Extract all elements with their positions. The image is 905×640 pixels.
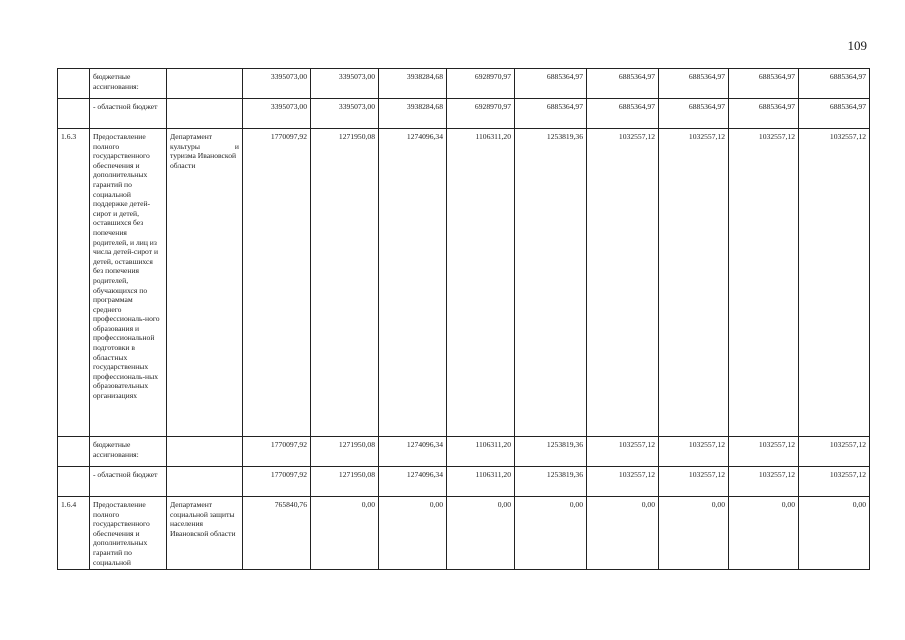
value-cell: 6885364,97 (515, 99, 587, 129)
value-cell: 1032557,12 (729, 467, 799, 497)
value-cell: 6928970,97 (447, 99, 515, 129)
row-executor (167, 99, 243, 129)
value-cell: 1253819,36 (515, 129, 587, 437)
table-row (58, 99, 870, 129)
value-cell: 1271950,08 (311, 437, 379, 467)
value-cell: 0,00 (379, 497, 447, 570)
value-cell: 1274096,34 (379, 437, 447, 467)
value-cell: 1032557,12 (587, 129, 659, 437)
value-cell: 1032557,12 (799, 437, 870, 467)
executor-line: Департамент (170, 132, 213, 141)
row-name: Предоставление полного государственного обеспечения и дополнительных гарантий по социальной (90, 497, 167, 570)
table-row (58, 467, 870, 497)
value-cell: 1271950,08 (311, 467, 379, 497)
executor-line (170, 142, 239, 152)
row-name: - областной бюджет (90, 99, 167, 129)
row-executor (167, 467, 243, 497)
row-code: 1.6.3 (58, 129, 90, 437)
value-cell: 1106311,20 (447, 467, 515, 497)
value-cell: 765840,76 (243, 497, 311, 570)
value-cell: 1032557,12 (729, 129, 799, 437)
value-cell: 1770097,92 (243, 129, 311, 437)
value-cell: 1032557,12 (659, 129, 729, 437)
value-cell: 0,00 (311, 497, 379, 570)
row-executor (167, 437, 243, 467)
table-row (58, 69, 870, 99)
table-row (58, 437, 870, 467)
row-code: 1.6.4 (58, 497, 90, 570)
value-cell: 1032557,12 (729, 437, 799, 467)
executor-word: и (234, 141, 239, 151)
value-cell: 0,00 (515, 497, 587, 570)
page-number: 109 (847, 38, 867, 53)
value-cell: 6885364,97 (659, 99, 729, 129)
value-cell: 3395073,00 (243, 99, 311, 129)
value-cell: 3938284,68 (379, 99, 447, 129)
value-cell: 1253819,36 (515, 467, 587, 497)
value-cell: 6885364,97 (587, 99, 659, 129)
value-cell: 3395073,00 (311, 69, 379, 99)
value-cell: 1032557,12 (587, 437, 659, 467)
value-cell: 3395073,00 (311, 99, 379, 129)
value-cell: 1770097,92 (243, 467, 311, 497)
value-cell: 3938284,68 (379, 69, 447, 99)
value-cell: 6885364,97 (729, 99, 799, 129)
value-cell: 1271950,08 (311, 129, 379, 437)
row-name: бюджетные ассигнования: (90, 69, 167, 99)
executor-line: туризма Ивановской области (170, 151, 237, 170)
value-cell: 6885364,97 (515, 69, 587, 99)
row-name: бюджетные ассигнования: (90, 437, 167, 467)
table-row (58, 129, 870, 437)
row-executor (167, 129, 243, 437)
value-cell: 6885364,97 (799, 69, 870, 99)
row-name: Предоставление полного государственного обеспечения и дополнительных гарантий по социальной поддержке детей-сирот и детей, оставшихся без попечения родителей, и лиц из числа детей-сирот и детей, оставшихся без попечения родителей, обучающихся по программам среднего профессиональ-ного образования и профессиональной подготовки в областных государственных профессиональ-ных образовательных организациях (90, 129, 167, 437)
value-cell: 6885364,97 (799, 99, 870, 129)
value-cell: 1770097,92 (243, 437, 311, 467)
value-cell: 1032557,12 (659, 437, 729, 467)
row-executor: Департамент социальной защиты населения Ивановской области (167, 497, 243, 570)
value-cell: 1032557,12 (799, 129, 870, 437)
table-row (58, 497, 870, 570)
value-cell: 1106311,20 (447, 129, 515, 437)
value-cell: 6885364,97 (659, 69, 729, 99)
value-cell: 0,00 (587, 497, 659, 570)
executor-word: культуры (170, 141, 200, 151)
value-cell: 1274096,34 (379, 467, 447, 497)
budget-table (57, 68, 870, 570)
value-cell: 1032557,12 (659, 467, 729, 497)
value-cell: 6885364,97 (729, 69, 799, 99)
value-cell: 0,00 (729, 497, 799, 570)
value-cell: 0,00 (799, 497, 870, 570)
value-cell: 6885364,97 (587, 69, 659, 99)
value-cell: 1106311,20 (447, 437, 515, 467)
value-cell: 0,00 (659, 497, 729, 570)
row-executor (167, 69, 243, 99)
value-cell: 0,00 (447, 497, 515, 570)
row-code (58, 69, 90, 99)
value-cell: 3395073,00 (243, 69, 311, 99)
value-cell: 1032557,12 (799, 467, 870, 497)
value-cell: 1032557,12 (587, 467, 659, 497)
row-name: - областной бюджет (90, 467, 167, 497)
row-code (58, 99, 90, 129)
row-code (58, 467, 90, 497)
row-code (58, 437, 90, 467)
value-cell: 1253819,36 (515, 437, 587, 467)
value-cell: 6928970,97 (447, 69, 515, 99)
value-cell: 1274096,34 (379, 129, 447, 437)
